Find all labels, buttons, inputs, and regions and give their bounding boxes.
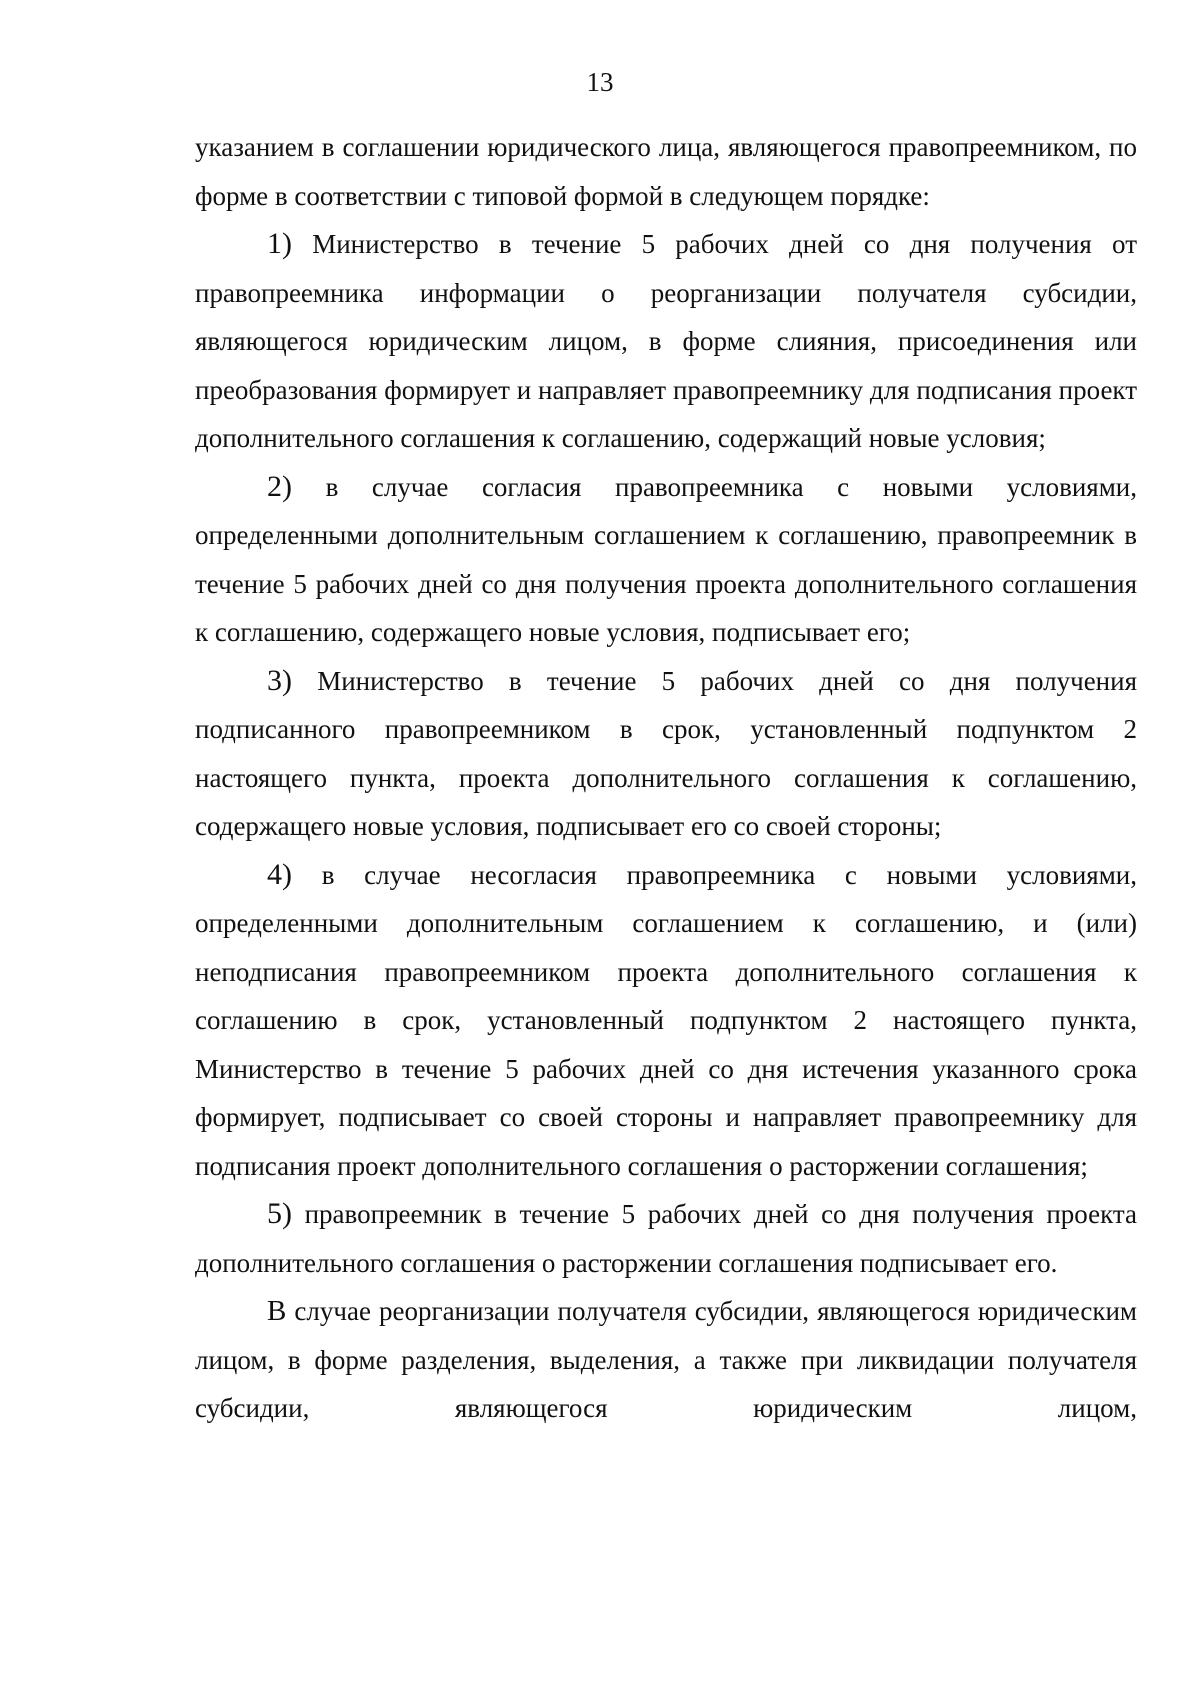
paragraph-final [195, 1287, 1137, 1433]
list-item-4 [195, 851, 1137, 1191]
list-item-2 [195, 463, 1137, 657]
list-item-number: 1) [267, 227, 292, 260]
list-item-text: правопреемник в течение 5 рабочих дней со дня получения проекта дополнительного соглашения о расторжении соглашения подписывает его. [195, 1199, 1137, 1278]
list-item-text: в случае согласия правопреемника с новыми условиями, определенными дополнительным соглашением к соглашению, правопреемник в течение 5 рабочих дней со дня получения проекта дополнительного соглашения к соглашению, содержащего новые условия, подписывает его; [195, 471, 1137, 647]
paragraph-first-word: В [267, 1295, 287, 1327]
list-item-3 [195, 657, 1137, 851]
list-item-text: в случае несогласия правопреемника с новыми условиями, определенными дополнительным соглашением к соглашению, и (или) неподписания правопреемником проекта дополнительного соглашения к соглашению в срок, установленный подпунктом 2 настоящего пункта, Министерство в течение 5 рабочих дней со дня истечения указанного срока формирует, подписывает со своей стороны и направляет правопреемнику для подписания проект дополнительного соглашения о расторжении соглашения; [195, 859, 1137, 1181]
list-item-number: 5) [267, 1197, 292, 1230]
paragraph-text: указанием в соглашении юридического лица, являющегося правопреемником, по форме в соответствии с типовой формой в следующем порядке: [195, 132, 1137, 211]
list-item-text: Министерство в течение 5 рабочих дней со дня получения подписанного правопреемником в срок, установленный подпунктом 2 настоящего пункта, проекта дополнительного соглашения к соглашению, содержащего новые условия, подписывает его со своей стороны; [195, 665, 1137, 841]
paragraph-text: случае реорганизации получателя субсидии, являющегося юридическим лицом, в форме разделения, выделения, а также при ликвидации получателя субсидии, являющегося юридическим лицом, [195, 1296, 1137, 1423]
document-body [195, 123, 1137, 1433]
paragraph-continuation [195, 123, 1137, 220]
list-item-number: 3) [267, 663, 292, 697]
list-item-number: 2) [267, 469, 292, 503]
list-item-1 [195, 220, 1137, 463]
list-item-5 [195, 1190, 1137, 1287]
list-item-text: Министерство в течение 5 рабочих дней со дня получения от правопреемника информации о реорганизации получателя субсидии, являющегося юридическим лицом, в форме слияния, присоединения или преобразования формирует и направляет правопреемнику для подписания проект дополнительного соглашения к соглашению, содержащий новые условия; [195, 229, 1137, 453]
page-number: 13 [586, 67, 614, 97]
list-item-number: 4) [267, 857, 292, 891]
